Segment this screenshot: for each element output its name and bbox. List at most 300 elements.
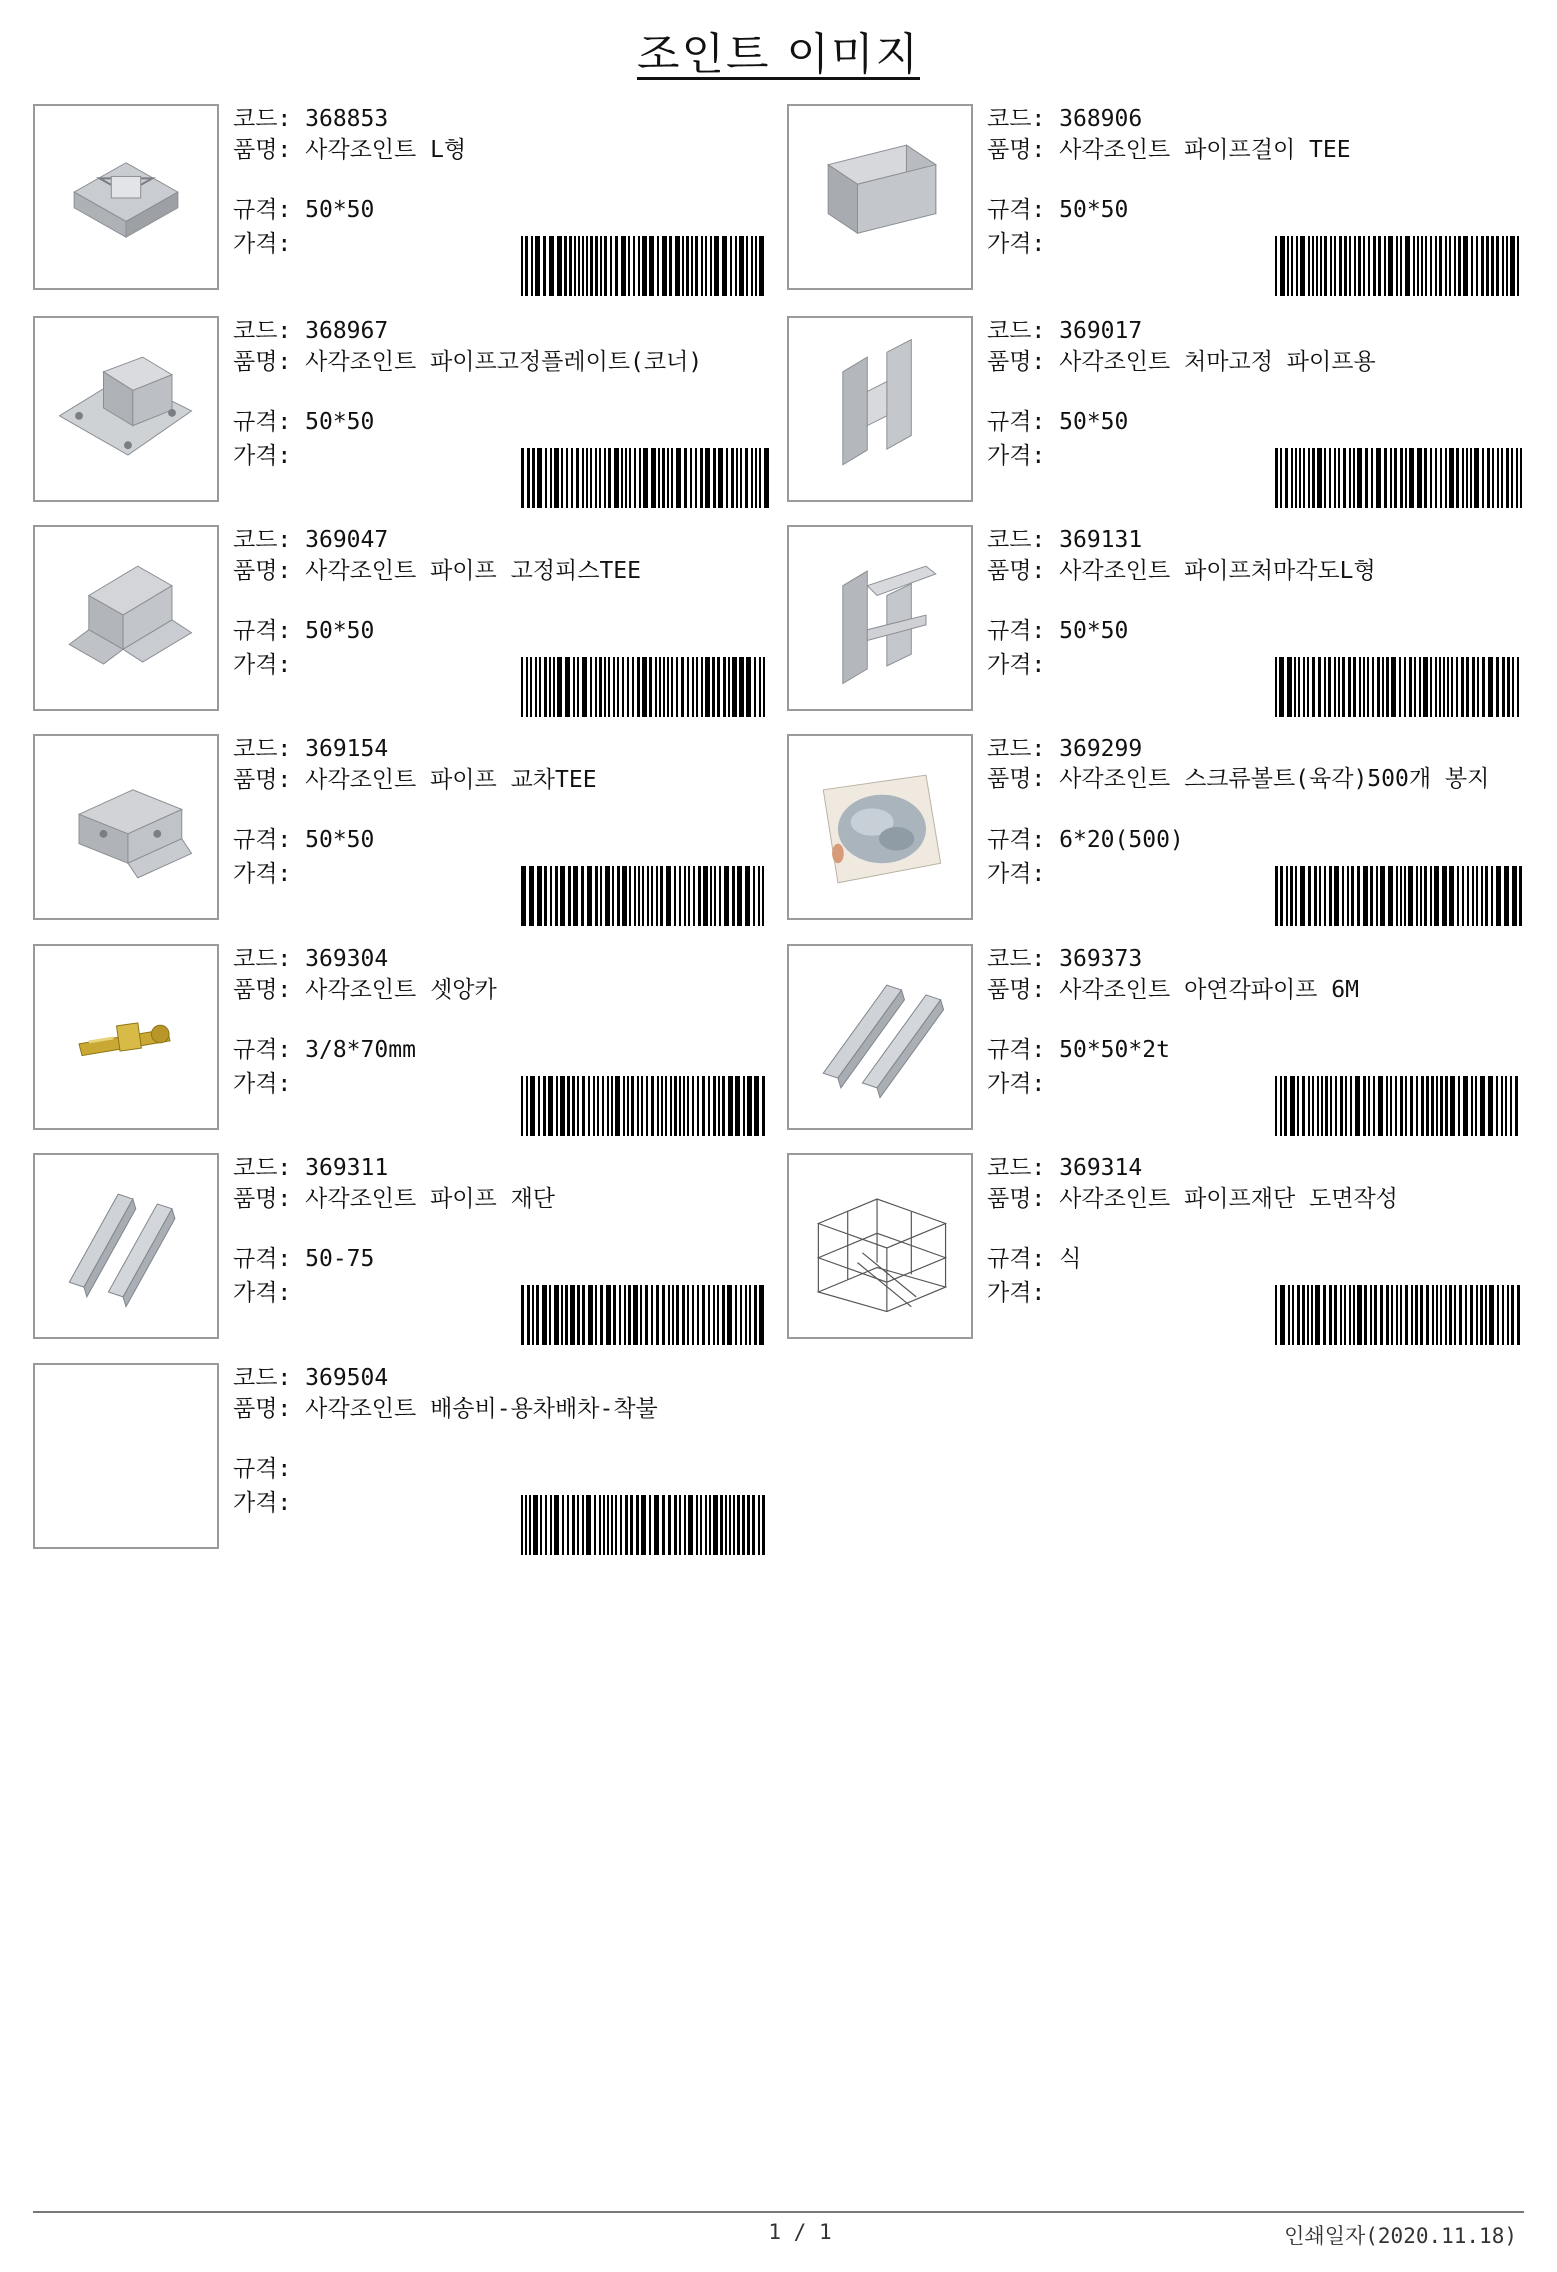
barcode-bar <box>1449 1285 1452 1345</box>
barcode-bar <box>629 866 631 926</box>
barcode-bar <box>1516 448 1518 508</box>
barcode-bar <box>674 866 676 926</box>
barcode-bar <box>747 1495 750 1555</box>
product-image <box>33 1153 219 1339</box>
barcode-bar <box>758 866 760 926</box>
barcode-bar <box>544 657 547 717</box>
barcode-bar <box>751 236 753 296</box>
barcode-bar <box>692 657 694 717</box>
barcode-bar <box>1447 657 1449 717</box>
barcode-bar <box>1323 1285 1326 1345</box>
barcode-bar <box>1280 448 1282 508</box>
barcode-bar <box>627 657 629 717</box>
spec-row: 규격: 50*50 <box>987 197 1129 223</box>
barcode-bar <box>538 1076 540 1136</box>
code-row: 코드: 369299 <box>987 736 1143 762</box>
barcode-bar <box>588 1076 590 1136</box>
barcode-bar <box>742 1495 745 1555</box>
barcode-bar <box>669 236 672 296</box>
barcode-bar <box>620 1495 622 1555</box>
barcode-bar <box>535 236 540 296</box>
barcode-bar <box>713 1285 715 1345</box>
barcode-bar <box>572 1495 575 1555</box>
barcode-bar <box>1400 448 1403 508</box>
product-card <box>787 104 1533 296</box>
barcode-bar <box>1512 657 1514 717</box>
barcode-bar <box>759 236 764 296</box>
barcode-bar <box>577 1285 580 1345</box>
barcode-bar <box>565 1285 568 1345</box>
barcode-bar <box>674 1076 677 1136</box>
barcode-bar <box>687 657 689 717</box>
barcode-bar <box>687 1076 689 1136</box>
barcode-bar <box>676 1285 679 1345</box>
barcode-bar <box>633 236 635 296</box>
barcode-bar <box>1295 866 1297 926</box>
code-row: 코드: 369314 <box>987 1155 1143 1181</box>
barcode-bar <box>1421 1076 1424 1136</box>
barcode-bar <box>726 448 728 508</box>
barcode-bar <box>629 448 631 508</box>
barcode-bar <box>718 1076 720 1136</box>
barcode-bar <box>1320 236 1322 296</box>
barcode-bar <box>621 236 626 296</box>
barcode-bar <box>577 1076 579 1136</box>
barcode-bar <box>1294 657 1296 717</box>
barcode-bar <box>1311 1285 1313 1345</box>
barcode-bar <box>600 866 602 926</box>
barcode-bar <box>649 657 652 717</box>
spec-row: 규격: 50*50 <box>987 409 1129 435</box>
barcode-bar <box>597 1076 599 1136</box>
barcode-bar <box>1325 1076 1328 1136</box>
barcode-bar <box>1329 1285 1332 1345</box>
barcode-bar <box>570 1285 575 1345</box>
barcode-bar <box>714 236 719 296</box>
product-image <box>787 104 973 290</box>
barcode-bar <box>660 866 663 926</box>
barcode-bar <box>1430 448 1432 508</box>
price-row: 가격: <box>233 443 292 469</box>
barcode-bar <box>1290 1076 1295 1136</box>
barcode-bar <box>1363 236 1365 296</box>
barcode-bar <box>1344 1285 1346 1345</box>
barcode-bar <box>1413 236 1415 296</box>
barcode-bar <box>562 1495 564 1555</box>
barcode-bar <box>1307 657 1309 717</box>
barcode-bar <box>1376 448 1381 508</box>
barcode-bar <box>646 1076 648 1136</box>
barcode-bar <box>1384 236 1386 296</box>
code-row: 코드: 369311 <box>233 1155 389 1181</box>
barcode-bar <box>728 1076 733 1136</box>
barcode-bar <box>568 866 571 926</box>
barcode-bar <box>1359 657 1361 717</box>
barcode-bar <box>637 657 640 717</box>
barcode-bar <box>1507 1285 1509 1345</box>
barcode-bar <box>1396 1285 1398 1345</box>
barcode-bar <box>1391 657 1396 717</box>
barcode-bar <box>682 236 684 296</box>
barcode-bar <box>702 1076 705 1136</box>
barcode-bar <box>1299 448 1301 508</box>
barcode-bar <box>1303 657 1305 717</box>
barcode-bar <box>752 1495 755 1555</box>
product-card <box>787 734 1533 926</box>
barcode-bar <box>565 657 570 717</box>
barcode-bar <box>663 657 665 717</box>
barcode-bar <box>573 657 575 717</box>
barcode-bar <box>1330 1076 1332 1136</box>
barcode <box>521 1076 769 1136</box>
barcode-bar <box>1463 1076 1468 1136</box>
barcode-bar <box>604 448 606 508</box>
barcode-bar <box>1501 448 1503 508</box>
barcode-bar <box>1280 236 1285 296</box>
barcode-bar <box>1290 866 1293 926</box>
barcode-bar <box>1439 657 1441 717</box>
product-card <box>33 104 779 296</box>
barcode-bar <box>1330 236 1332 296</box>
code-row: 코드: 369017 <box>987 318 1143 344</box>
barcode-bar <box>731 448 734 508</box>
barcode-bar <box>1363 1076 1366 1136</box>
barcode-bar <box>624 1285 626 1345</box>
barcode-bar <box>1297 1285 1300 1345</box>
barcode-bar <box>521 866 526 926</box>
barcode-bar <box>521 1076 523 1136</box>
barcode-bar <box>1340 1285 1342 1345</box>
product-card <box>33 316 779 508</box>
barcode-bar <box>587 866 592 926</box>
barcode-bar <box>1386 657 1389 717</box>
barcode-bar <box>701 657 703 717</box>
barcode-bar <box>1466 448 1468 508</box>
barcode-bar <box>1467 866 1469 926</box>
name-row: 품명: 사각조인트 파이프걸이 TEE <box>987 137 1351 163</box>
barcode-bar <box>1350 1076 1352 1136</box>
barcode-bar <box>521 1285 524 1345</box>
barcode-bar <box>1408 866 1413 926</box>
barcode-bar <box>604 657 606 717</box>
barcode-bar <box>590 657 592 717</box>
barcode-bar <box>582 448 584 508</box>
anchor-bolt-icon <box>35 946 217 1128</box>
barcode-bar <box>1390 1076 1392 1136</box>
barcode-bar <box>529 1495 531 1555</box>
barcode-bar <box>1370 1285 1372 1345</box>
barcode-bar <box>535 657 537 717</box>
barcode-bar <box>1321 1076 1323 1136</box>
barcode-bar <box>1287 657 1292 717</box>
barcode-bar <box>599 657 602 717</box>
barcode-bar <box>1342 657 1345 717</box>
barcode <box>521 236 769 296</box>
barcode-bar <box>1485 1285 1487 1345</box>
barcode-bar <box>1354 236 1356 296</box>
barcode-bar <box>1472 657 1475 717</box>
barcode-bar <box>1344 236 1347 296</box>
barcode-bar <box>1285 448 1288 508</box>
barcode-bar <box>548 1076 553 1136</box>
barcode-bar <box>705 1495 707 1555</box>
barcode-bar <box>1353 657 1356 717</box>
joint-l-icon <box>35 106 217 288</box>
barcode-bar <box>1502 236 1504 296</box>
barcode-bar <box>1416 866 1418 926</box>
barcode-bar <box>692 1076 694 1136</box>
product-image <box>787 525 973 711</box>
barcode-bar <box>1502 1285 1504 1345</box>
barcode-bar <box>521 657 523 717</box>
barcode-bar <box>1371 448 1373 508</box>
barcode-bar <box>1292 1285 1294 1345</box>
price-row: 가격: <box>987 861 1046 887</box>
barcode-bar <box>1470 448 1472 508</box>
barcode-bar <box>1510 1076 1512 1136</box>
barcode-bar <box>1440 1285 1442 1345</box>
barcode-bar <box>1459 1285 1462 1345</box>
barcode-bar <box>582 236 584 296</box>
barcode-bar <box>561 448 563 508</box>
barcode-bar <box>1454 236 1456 296</box>
barcode-bar <box>1517 657 1519 717</box>
barcode-bar <box>737 866 742 926</box>
barcode-bar <box>674 1495 677 1555</box>
product-image <box>33 104 219 290</box>
barcode-bar <box>1353 1285 1355 1345</box>
barcode-bar <box>709 1495 711 1555</box>
barcode-bar <box>1334 236 1336 296</box>
barcode <box>1275 866 1523 926</box>
code-row: 코드: 369131 <box>987 527 1143 553</box>
barcode-bar <box>615 1495 617 1555</box>
product-card <box>787 525 1533 717</box>
barcode-bar <box>665 1076 667 1136</box>
barcode-bar <box>1384 448 1387 508</box>
barcode-bar <box>710 866 712 926</box>
barcode-bar <box>1400 866 1402 926</box>
barcode-bar <box>1426 1285 1429 1345</box>
barcode-bar <box>1504 866 1509 926</box>
barcode-bar <box>550 1495 552 1555</box>
barcode-bar <box>1396 236 1398 296</box>
barcode-bar <box>537 448 542 508</box>
barcode-bar <box>1488 1076 1493 1136</box>
barcode-bar <box>708 1285 710 1345</box>
barcode-bar <box>622 657 624 717</box>
barcode-bar <box>544 866 547 926</box>
barcode-bar <box>582 657 587 717</box>
barcode-bar <box>1378 1076 1383 1136</box>
barcode-bar <box>1461 657 1464 717</box>
barcode-bar <box>1420 866 1422 926</box>
barcode-bar <box>713 1076 716 1136</box>
barcode-bar <box>702 1285 705 1345</box>
name-row: 품명: 사각조인트 파이프처마각도L형 <box>987 558 1376 584</box>
barcode-bar <box>581 866 584 926</box>
product-image <box>787 944 973 1130</box>
barcode-bar <box>557 657 562 717</box>
barcode-bar <box>1491 866 1493 926</box>
barcode-bar <box>1388 866 1393 926</box>
barcode-bar <box>679 1076 681 1136</box>
barcode-bar <box>762 866 764 926</box>
barcode-bar <box>521 1495 523 1555</box>
barcode-bar <box>1324 448 1326 508</box>
price-row: 가격: <box>233 861 292 887</box>
product-card <box>33 1153 779 1345</box>
name-row: 품명: 사각조인트 처마고정 파이프용 <box>987 349 1376 375</box>
barcode-bar <box>1517 1285 1520 1345</box>
page-title: 조인트 이미지 <box>636 29 920 80</box>
barcode <box>1275 1076 1523 1136</box>
barcode-bar <box>554 1495 559 1555</box>
barcode-bar <box>1349 1285 1351 1345</box>
barcode-bar <box>1284 1076 1287 1136</box>
barcode-bar <box>1391 1285 1393 1345</box>
barcode-bar <box>688 1495 693 1555</box>
barcode-bar <box>567 1495 569 1555</box>
barcode-bar <box>1308 236 1310 296</box>
price-row: 가격: <box>987 1280 1046 1306</box>
barcode-bar <box>1308 866 1311 926</box>
barcode-bar <box>1357 866 1360 926</box>
barcode-bar <box>586 448 588 508</box>
barcode-bar <box>1338 448 1340 508</box>
barcode-bar <box>642 866 644 926</box>
barcode-bar <box>641 1495 646 1555</box>
barcode-bar <box>1288 1285 1290 1345</box>
barcode-bar <box>549 657 551 717</box>
barcode-bar <box>1462 448 1464 508</box>
barcode-bar <box>717 657 720 717</box>
barcode-bar <box>754 1076 759 1136</box>
barcode-bar <box>564 236 567 296</box>
barcode-bar <box>634 866 636 926</box>
barcode-bar <box>764 448 769 508</box>
barcode-bar <box>549 236 554 296</box>
barcode-bar <box>739 657 744 717</box>
barcode-bar <box>627 1076 629 1136</box>
barcode-bar <box>527 448 530 508</box>
barcode-bar <box>1319 866 1321 926</box>
barcode-bar <box>566 448 568 508</box>
name-row: 품명: 사각조인트 L형 <box>233 137 467 163</box>
pipe-cut-icon <box>35 1155 217 1337</box>
barcode-bar <box>1335 1076 1337 1136</box>
barcode-bar <box>619 1285 621 1345</box>
barcode-bar <box>753 866 755 926</box>
barcode-bar <box>1334 1285 1337 1345</box>
barcode-bar <box>1280 866 1283 926</box>
barcode <box>521 1495 769 1555</box>
barcode-bar <box>1517 236 1519 296</box>
spec-row: 규격: 50*50 <box>987 618 1129 644</box>
barcode-bar <box>1351 866 1354 926</box>
barcode-bar <box>543 236 546 296</box>
barcode-bar <box>582 1285 585 1345</box>
barcode-bar <box>1374 1285 1377 1345</box>
barcode-bar <box>1405 1076 1407 1136</box>
barcode-bar <box>1480 1285 1483 1345</box>
barcode-bar <box>1409 657 1412 717</box>
barcode-bar <box>658 448 660 508</box>
barcode-bar <box>595 866 598 926</box>
barcode-bar <box>1364 1285 1367 1345</box>
barcode-bar <box>705 657 710 717</box>
barcode-bar <box>733 1495 735 1555</box>
barcode-bar <box>595 1285 597 1345</box>
barcode-bar <box>1308 1076 1310 1136</box>
barcode-bar <box>574 236 576 296</box>
barcode-bar <box>679 866 681 926</box>
barcode-bar <box>1372 657 1374 717</box>
barcode-bar <box>681 657 684 717</box>
barcode-bar <box>1377 657 1380 717</box>
barcode-bar <box>525 236 528 296</box>
code-row: 코드: 369154 <box>233 736 389 762</box>
barcode-bar <box>1280 1076 1282 1136</box>
barcode-bar <box>1475 1076 1477 1136</box>
barcode-bar <box>1399 657 1401 717</box>
barcode-bar <box>740 1285 742 1345</box>
barcode-bar <box>542 1285 547 1345</box>
barcode-bar <box>1312 236 1314 296</box>
code-row: 코드: 369504 <box>233 1365 389 1391</box>
barcode-bar <box>724 866 729 926</box>
barcode-bar <box>577 657 579 717</box>
barcode-bar <box>688 866 690 926</box>
barcode-bar <box>751 448 753 508</box>
barcode-bar <box>735 236 737 296</box>
barcode-bar <box>1445 236 1447 296</box>
barcode-bar <box>1430 866 1432 926</box>
barcode-bar <box>1480 1076 1485 1136</box>
barcode-bar <box>737 1495 740 1555</box>
barcode-bar <box>593 1076 595 1136</box>
barcode-bar <box>728 657 730 717</box>
name-row: 품명: 사각조인트 셋앙카 <box>233 977 497 1003</box>
code-row: 코드: 368853 <box>233 106 389 132</box>
barcode-bar <box>1380 866 1385 926</box>
eave-bracket-icon <box>789 318 971 500</box>
barcode-bar <box>762 1076 765 1136</box>
barcode-bar <box>633 1285 638 1345</box>
barcode-bar <box>1486 236 1489 296</box>
barcode-bar <box>632 657 634 717</box>
barcode-bar <box>1280 1285 1285 1345</box>
barcode-bar <box>745 866 750 926</box>
barcode-bar <box>608 448 611 508</box>
barcode-bar <box>607 1495 609 1555</box>
print-date: 인쇄일자(2020.11.18) <box>1284 2224 1517 2248</box>
barcode-bar <box>759 448 761 508</box>
barcode-bar <box>540 1495 542 1555</box>
barcode-bar <box>1296 236 1298 296</box>
barcode-bar <box>553 657 555 717</box>
barcode-bar <box>1367 657 1369 717</box>
barcode-bar <box>628 236 630 296</box>
barcode-bar <box>1431 1076 1434 1136</box>
product-image <box>33 316 219 502</box>
barcode-bar <box>1476 866 1478 926</box>
spec-row: 규격: 50*50 <box>233 197 375 223</box>
spec-row: 규격: 50*50 <box>233 827 375 853</box>
barcode-bar <box>1312 657 1315 717</box>
barcode-bar <box>649 236 654 296</box>
barcode-bar <box>754 1285 757 1345</box>
